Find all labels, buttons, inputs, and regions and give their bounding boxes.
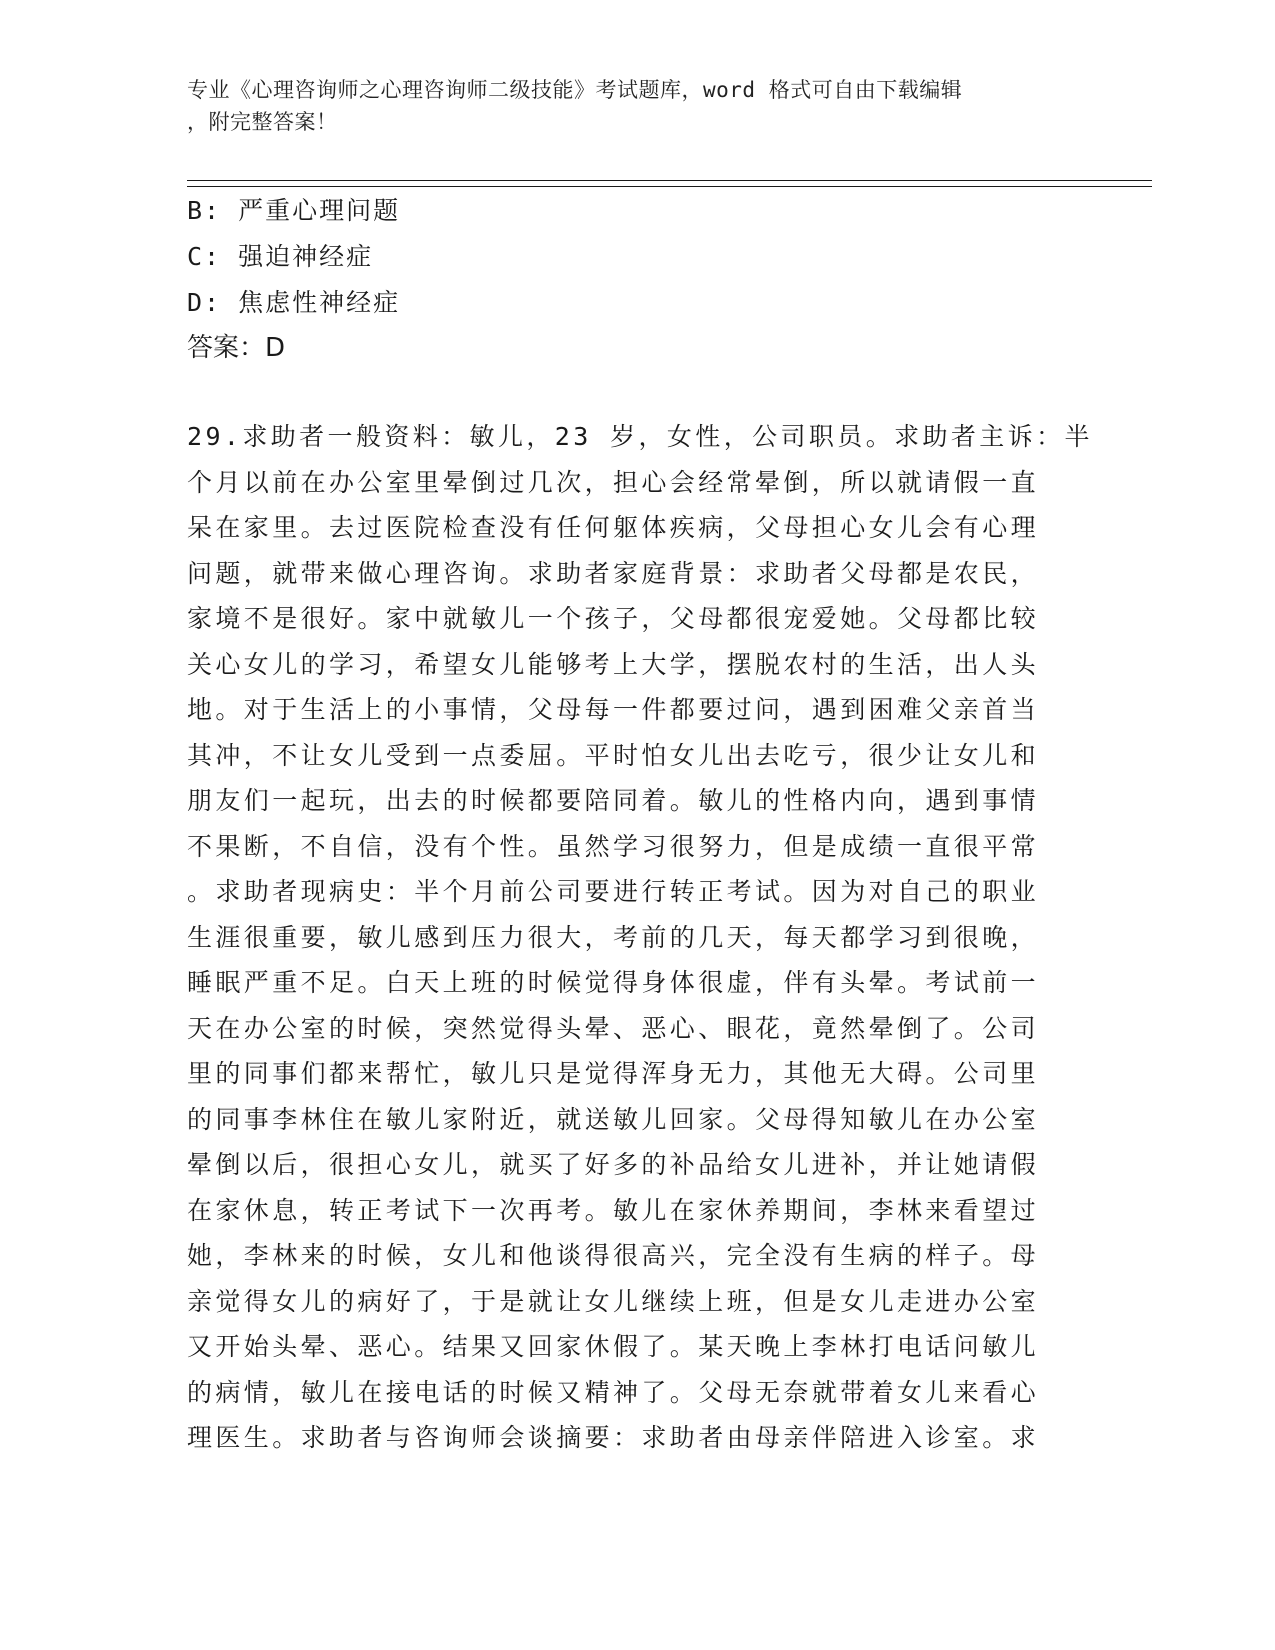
question-line: 家境不是很好。家中就敏儿一个孩子，父母都很宠爱她。父母都比较 <box>187 604 1040 633</box>
option-c: C: 强迫神经症 <box>187 242 374 271</box>
question-29 <box>187 414 1093 1461</box>
answer-options <box>187 188 400 326</box>
answer-value: D <box>265 333 286 363</box>
question-line: 里的同事们都来帮忙，敏儿只是觉得浑身无力，其他无大碍。公司里 <box>187 1059 1040 1088</box>
question-line: 的同事李林住在敏儿家附近，就送敏儿回家。父母得知敏儿在办公室 <box>187 1104 1040 1134</box>
answer-label: 答案： <box>187 333 266 363</box>
question-line: 问题，就带来做心理咨询。求助者家庭背景：求助者父母都是农民， <box>187 558 1040 588</box>
question-line: 理医生。求助者与咨询师会谈摘要：求助者由母亲伴陪进入诊室。求 <box>187 1423 1040 1452</box>
question-line: 个月以前在办公室里晕倒过几次，担心会经常晕倒，所以就请假一直 <box>187 467 1040 497</box>
header-line-2: ，附完整答案！ <box>187 110 338 134</box>
question-line: 其冲，不让女儿受到一点委屈。平时怕女儿出去吃亏，很少让女儿和 <box>187 740 1040 770</box>
question-line: 晕倒以后，很担心女儿，就买了好多的补品给女儿进补，并让她请假 <box>187 1150 1040 1179</box>
question-line: 在家休息，转正考试下一次再考。敏儿在家休养期间，李林来看望过 <box>187 1195 1040 1225</box>
question-line: 她，李林来的时候，女儿和他谈得很高兴，完全没有生病的样子。母 <box>187 1241 1040 1270</box>
question-line: 不果断，不自信，没有个性。虽然学习很努力，但是成绩一直很平常 <box>187 831 1040 861</box>
header-divider-bottom <box>187 186 1152 187</box>
option-b: B: 严重心理问题 <box>187 196 401 225</box>
answer-line <box>187 325 285 371</box>
question-line: 天在办公室的时候，突然觉得头晕、恶心、眼花，竟然晕倒了。公司 <box>187 1013 1040 1043</box>
question-line: 睡眠严重不足。白天上班的时候觉得身体很虚，伴有头晕。考试前一 <box>187 968 1040 997</box>
page-header <box>187 74 1067 138</box>
question-line: 呆在家里。去过医院检查没有任何躯体疾病，父母担心女儿会有心理 <box>187 513 1040 542</box>
question-line: 朋友们一起玩，出去的时候都要陪同着。敏儿的性格内向，遇到事情 <box>187 786 1040 815</box>
header-line-1: 专业《心理咨询师之心理咨询师二级技能》考试题库，word 格式可自由下载编辑 <box>187 78 963 102</box>
question-line: 生涯很重要，敏儿感到压力很大，考前的几天，每天都学习到很晚， <box>187 922 1040 952</box>
question-line: 又开始头晕、恶心。结果又回家休假了。某天晚上李林打电话问敏儿 <box>187 1332 1040 1361</box>
question-line: 关心女儿的学习，希望女儿能够考上大学，摆脱农村的生活，出人头 <box>187 649 1040 679</box>
question-line: 。求助者现病史：半个月前公司要进行转正考试。因为对自己的职业 <box>187 877 1040 906</box>
question-line: 29.求助者一般资料：敏儿，23 岁，女性，公司职员。求助者主诉：半 <box>187 422 1093 451</box>
question-line: 亲觉得女儿的病好了，于是就让女儿继续上班，但是女儿走进办公室 <box>187 1286 1040 1316</box>
option-d: D: 焦虑性神经症 <box>187 288 401 317</box>
question-line: 地。对于生活上的小事情，父母每一件都要过问，遇到困难父亲首当 <box>187 695 1040 724</box>
header-divider-top <box>187 180 1152 181</box>
question-line: 的病情，敏儿在接电话的时候又精神了。父母无奈就带着女儿来看心 <box>187 1377 1040 1407</box>
